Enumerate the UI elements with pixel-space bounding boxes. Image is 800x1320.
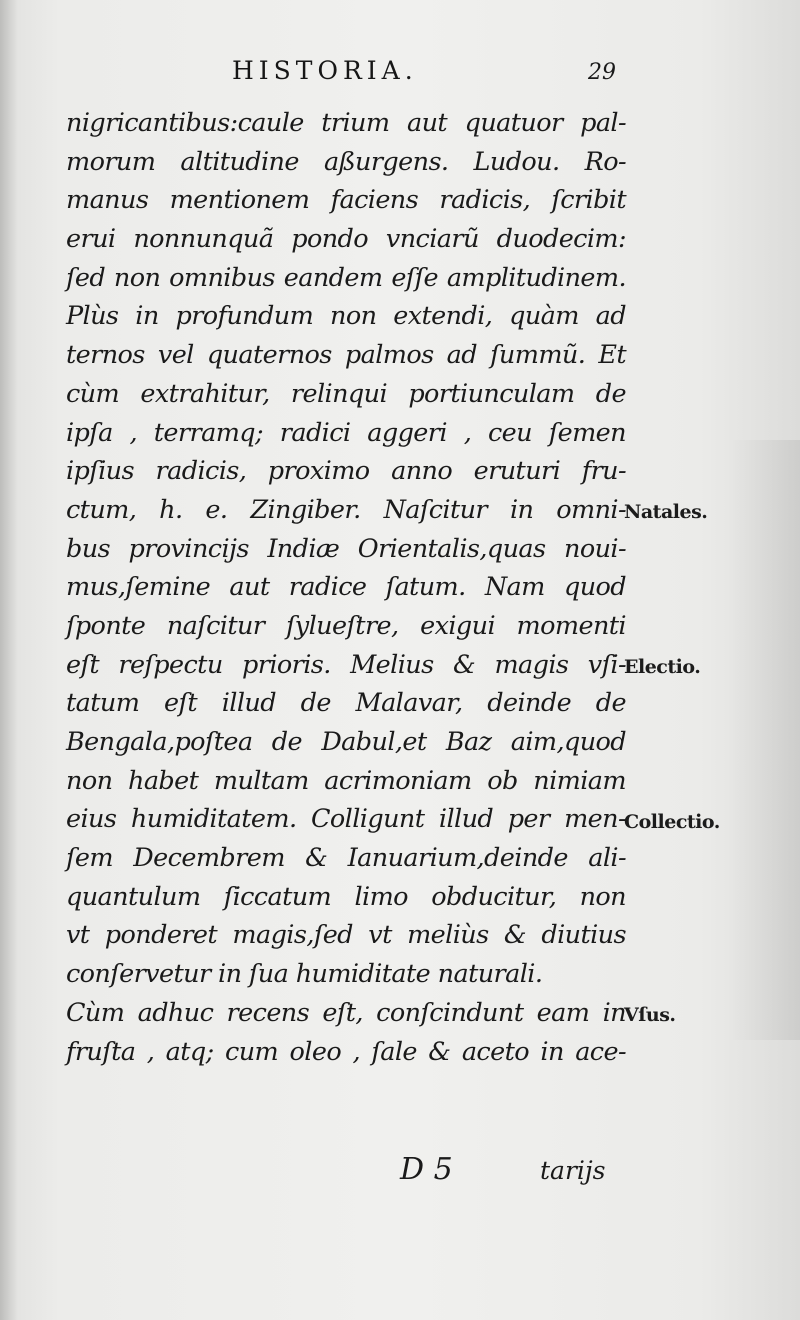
text-line: ſponte naſcitur ſylueſtre, exigui momenti [66, 610, 626, 641]
margin-note: Vſus. [624, 1004, 676, 1027]
signature-mark: D 5 [400, 1152, 453, 1187]
margin-note: Natales. [624, 501, 708, 523]
text-line: eius humiditatem. Colligunt illud per men- [66, 804, 626, 835]
text-line: quantulum ſiccatum limo obducitur, non [66, 881, 626, 912]
text-line: nigricantibus:caule trium aut quatuor pal- [66, 108, 626, 138]
text-line: tatum eſt illud de Malavar, deinde de [66, 688, 626, 719]
show-through-shadow [730, 440, 800, 1040]
catchword: tarijs [540, 1156, 606, 1185]
margin-note: Electio. [624, 655, 701, 678]
margin-note: Collectio. [624, 810, 720, 833]
text-line: vt ponderet magis,ſed vt meliùs & diutius [66, 920, 626, 951]
text-line: manus mentionem faciens radicis, ſcribit [66, 185, 626, 216]
text-line: mus,ſemine aut radice ſatum. Nam quod [66, 572, 626, 603]
text-line: cùm extrahitur, relinqui portiunculam de [66, 378, 626, 409]
body-text-block [66, 104, 626, 1071]
text-line: ipſa , terramq; radici aggeri , ceu ſemen [66, 417, 626, 448]
text-line: ternos vel quaternos palmos ad ſummũ. Et [66, 340, 626, 371]
text-line: Bengala,poſtea de Dabul,et Baz aim,quod [66, 727, 626, 757]
running-head: HISTORIA. [232, 56, 418, 85]
text-line: eſt reſpectu prioris. Melius & magis vſi- [66, 649, 626, 680]
text-line: ipſius radicis, proximo anno eruturi fru- [66, 456, 626, 487]
text-line: non habet multam acrimoniam ob nimiam [66, 765, 626, 796]
text-line: Plùs in profundum non extendi, quàm ad [66, 301, 626, 332]
text-line: erui nonnunquã pondo vnciarũ duodecim: [66, 224, 626, 255]
text-line: conſervetur in ſua humiditate naturali. [66, 959, 543, 990]
text-line: ſem Decembrem & Ianuarium,deinde ali- [66, 843, 626, 874]
text-line: Cùm adhuc recens eſt, conſcindunt eam in [66, 997, 626, 1028]
text-line: bus provincijs Indiæ Orientalis,quas noui- [66, 533, 626, 564]
text-line: ſed non omnibus eandem eſſe amplitudinem. [66, 262, 626, 293]
text-line: morum altitudine aßurgens. Ludou. Ro- [66, 146, 626, 177]
text-line: ctum, h. e. Zingiber. Naſcitur in omni- [66, 494, 626, 525]
page-number: 29 [588, 60, 616, 85]
text-line: fruſta , atq; cum oleo , ſale & aceto in ace- [66, 1036, 626, 1067]
